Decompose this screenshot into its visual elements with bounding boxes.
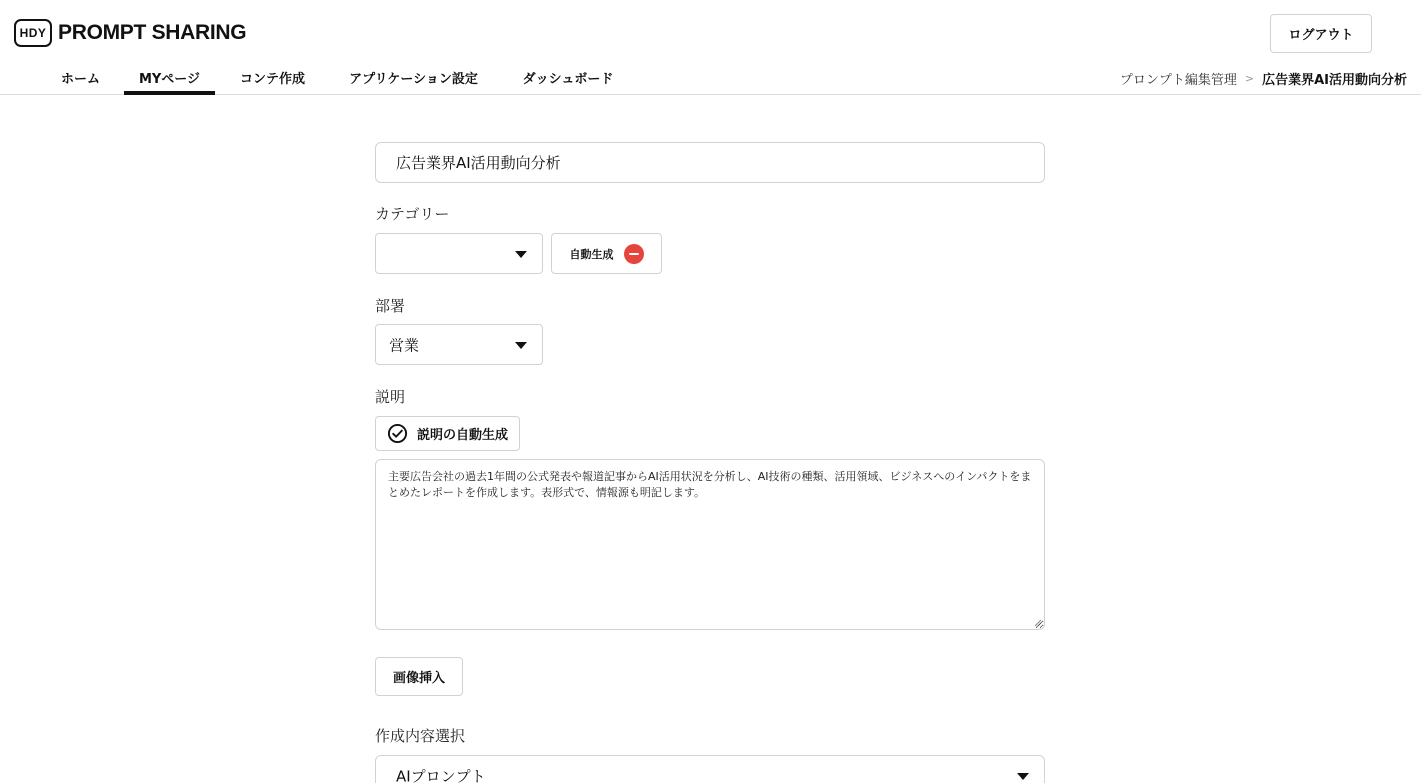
nav-item-dashboard[interactable]: ダッシュボード xyxy=(522,72,614,87)
category-label: カテゴリー xyxy=(375,205,450,223)
logout-button[interactable]: ログアウト xyxy=(1270,14,1372,53)
category-auto-generate-button[interactable] xyxy=(551,233,662,274)
description-text: 主要広告会社の過去1年間の公式発表や報道記事からAI活用状況を分析し、AI技術の種類、活用領域、ビジネスへのインパクトをまとめたレポートを作成します。表形式で、情報源も明記します。 xyxy=(388,470,1032,499)
breadcrumb-parent[interactable]: プロンプト編集管理 xyxy=(1119,73,1237,88)
breadcrumb xyxy=(1120,69,1407,88)
category-auto-generate-label: 自動生成 xyxy=(569,247,614,261)
image-insert-button[interactable]: 画像挿入 xyxy=(375,657,463,696)
description-auto-generate-button[interactable] xyxy=(375,416,520,451)
breadcrumb-separator: > xyxy=(1244,72,1255,85)
department-label: 部署 xyxy=(375,297,406,315)
resize-grip-icon[interactable] xyxy=(1034,619,1042,627)
remove-icon xyxy=(624,244,644,264)
content-type-select[interactable] xyxy=(375,755,1045,783)
department-select[interactable] xyxy=(375,324,543,365)
description-label: 説明 xyxy=(375,388,406,406)
nav-item-mypage[interactable]: MYページ xyxy=(124,60,215,94)
logo[interactable] xyxy=(14,19,246,47)
logo-text: PROMPT SHARING xyxy=(58,21,247,44)
content-type-select-value: AIプロンプト xyxy=(396,767,486,783)
nav-item-home[interactable]: ホーム xyxy=(60,72,100,87)
check-circle-icon xyxy=(387,423,408,444)
description-auto-generate-label: 説明の自動生成 xyxy=(416,428,508,443)
content-select-label: 作成内容選択 xyxy=(375,727,466,745)
department-select-value: 営業 xyxy=(389,336,420,354)
title-input[interactable]: 広告業界AI活用動向分析 xyxy=(375,142,1045,183)
description-textarea[interactable] xyxy=(375,459,1045,630)
chevron-down-icon xyxy=(1017,773,1029,780)
category-select[interactable] xyxy=(375,233,543,274)
chevron-down-icon xyxy=(515,251,527,258)
breadcrumb-current: 広告業界AI活用動向分析 xyxy=(1262,73,1407,88)
app-header xyxy=(0,0,1421,95)
nav-item-app-settings[interactable]: アプリケーション設定 xyxy=(349,72,478,87)
chevron-down-icon xyxy=(515,342,527,349)
nav-item-conte[interactable]: コンテ作成 xyxy=(239,72,305,87)
logo-badge: HDY xyxy=(14,19,52,47)
